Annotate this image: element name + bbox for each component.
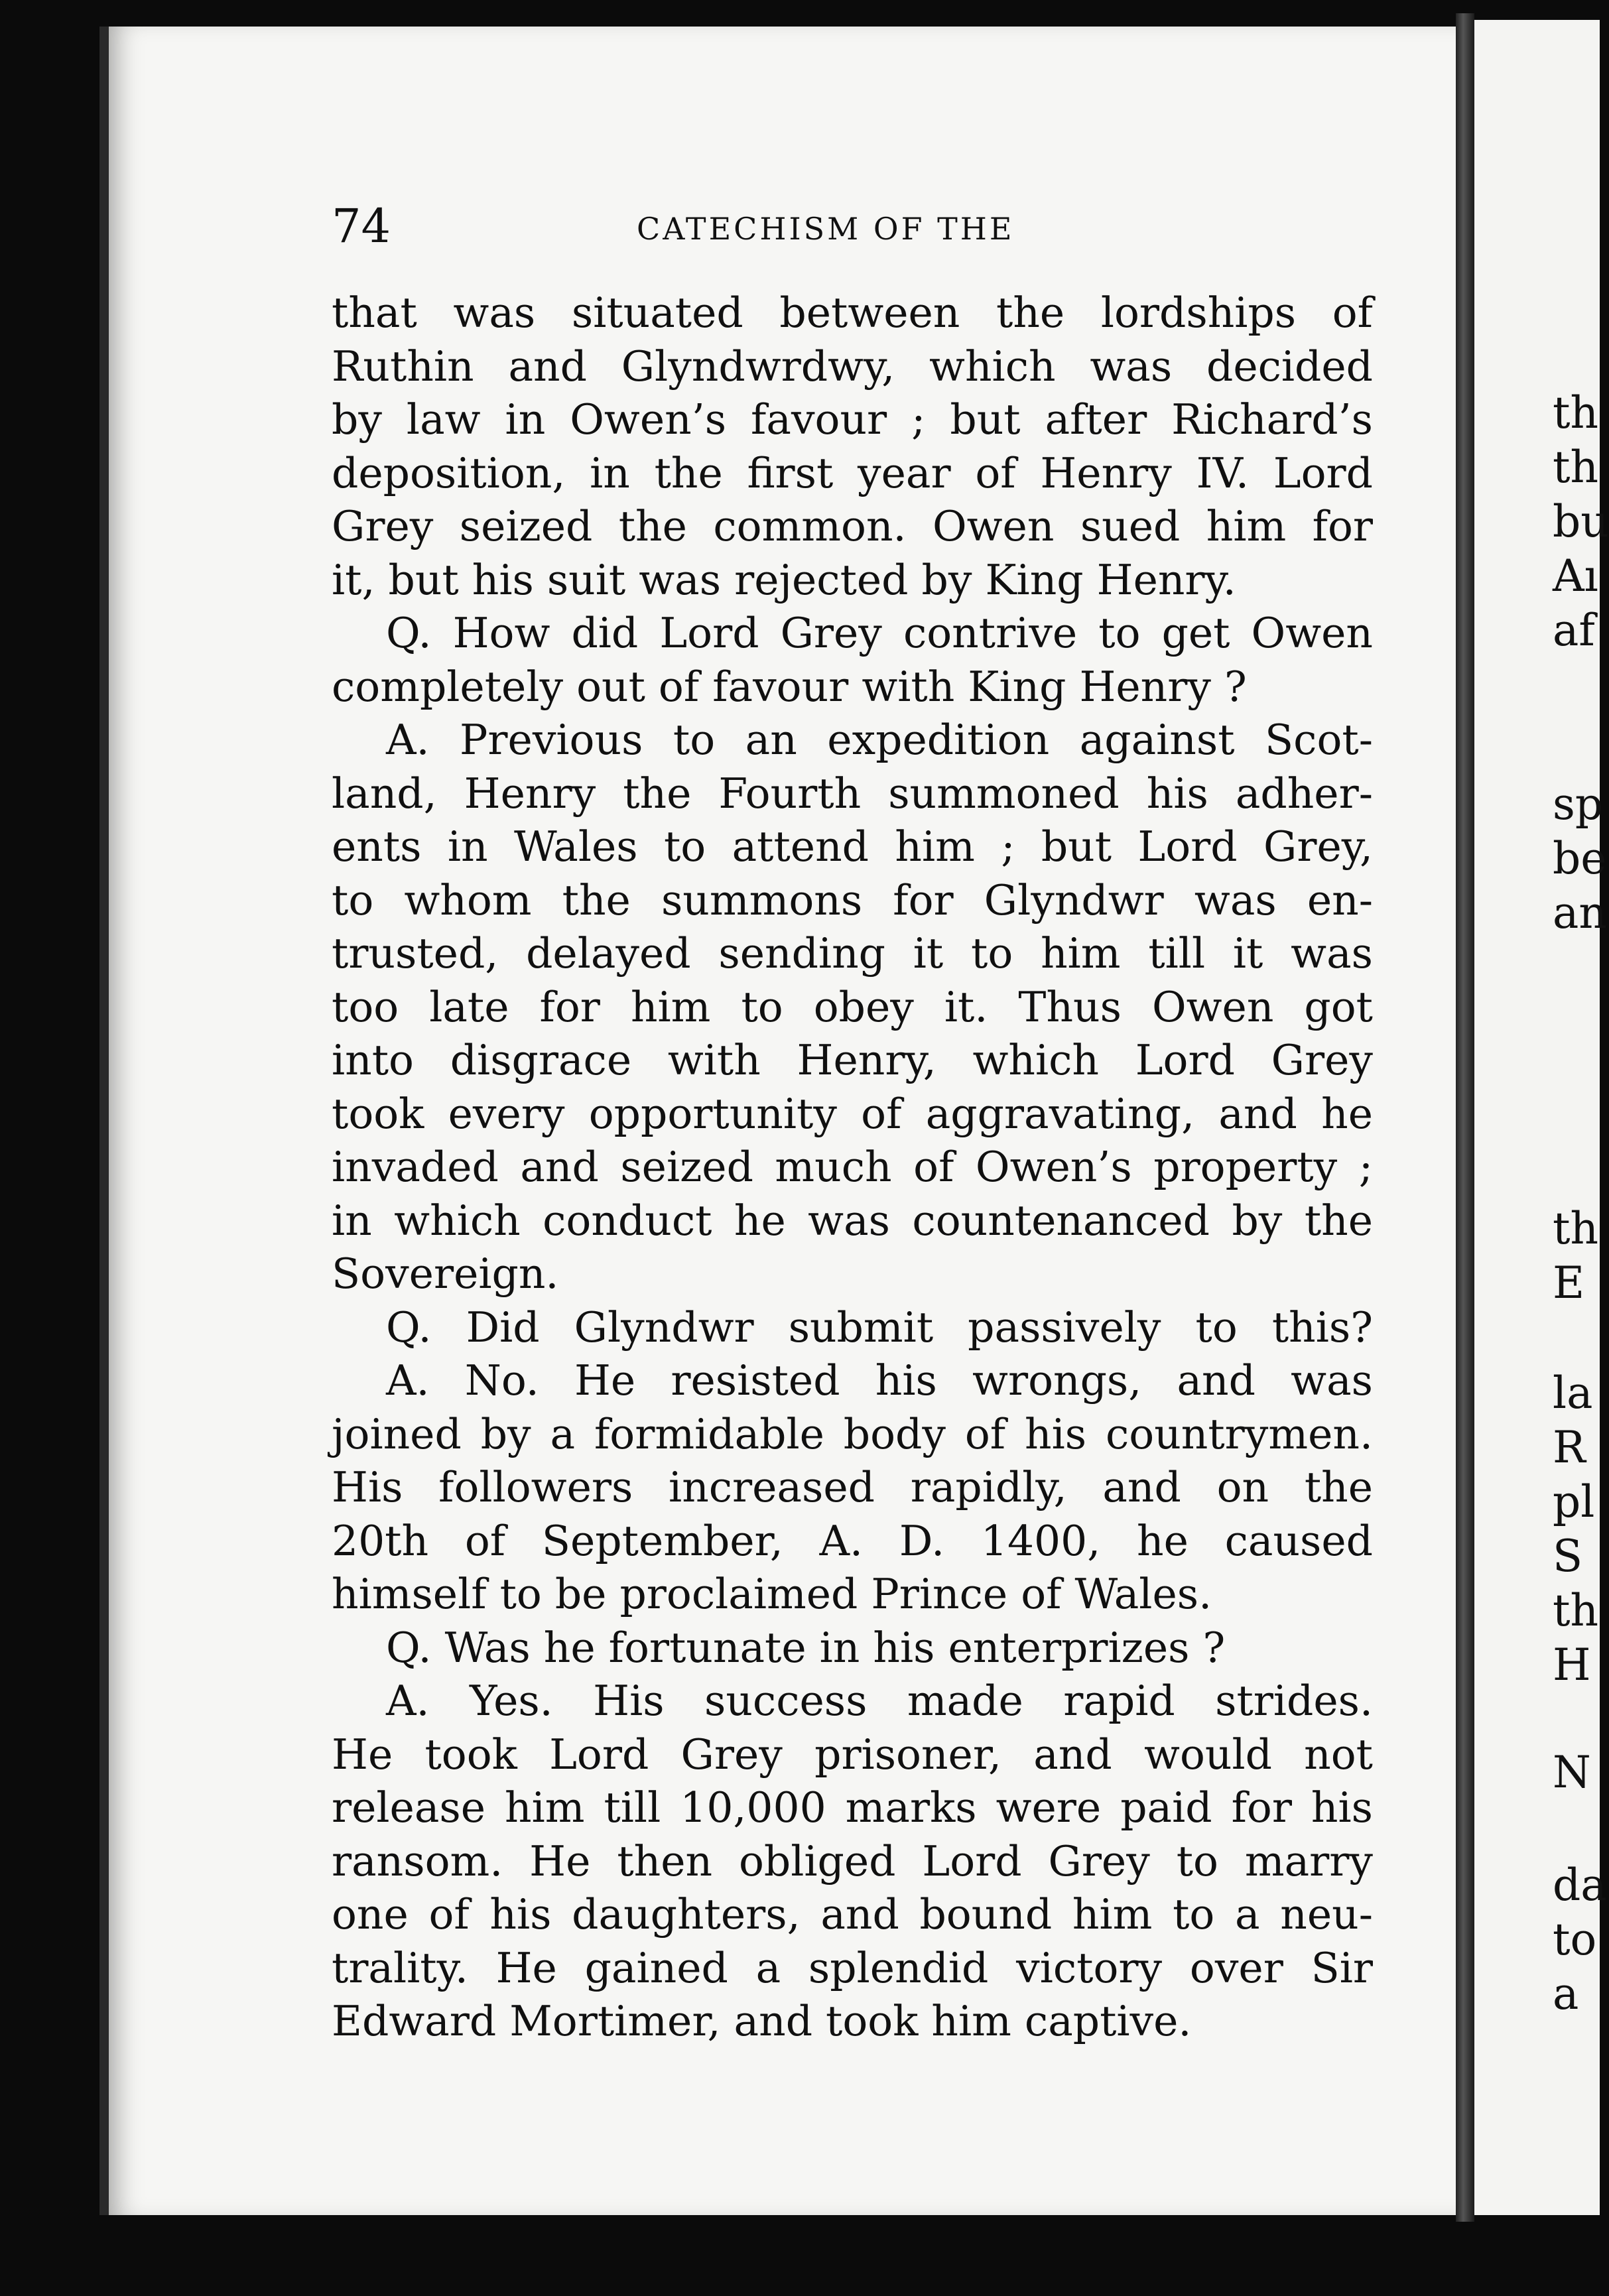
text-line: A. No. He resisted his wrongs, and was: [386, 1356, 1373, 1405]
facing-page-text: an: [1553, 887, 1607, 938]
text-line: Q. Was he fortunate in his enterprizes ?: [386, 1623, 1226, 1672]
facing-page-text: th: [1553, 442, 1599, 493]
text-line: completely out of favour with King Henry ?: [332, 662, 1247, 711]
facing-page-text: N: [1553, 1747, 1591, 1798]
text-line: release him till 10,000 marks were paid for his: [332, 1783, 1373, 1832]
text-line: joined by a formidable body of his countrymen.: [332, 1409, 1373, 1458]
text-line: Q. Did Glyndwr submit passively to this?: [386, 1303, 1373, 1352]
body-text: [332, 287, 1373, 2049]
facing-page-text: to: [1553, 1914, 1597, 1965]
text-line: He took Lord Grey prisoner, and would not: [332, 1730, 1373, 1779]
book-gutter: [1456, 13, 1474, 2222]
text-line: to whom the summons for Glyndwr was en-: [332, 875, 1373, 925]
facing-page-text: sp: [1553, 779, 1604, 830]
facing-page-text: la: [1553, 1368, 1593, 1419]
facing-page-text: th: [1553, 387, 1599, 438]
text-line: Q. How did Lord Grey contrive to get Owen: [386, 609, 1373, 657]
text-line: trality. He gained a splendid victory over Sir: [332, 1943, 1373, 1992]
facing-page-text: af: [1553, 605, 1595, 656]
text-line: land, Henry the Fourth summoned his adher-: [332, 769, 1373, 818]
facing-page-text: H: [1553, 1639, 1591, 1690]
facing-page-text: pl: [1553, 1476, 1595, 1527]
page-number: 74: [332, 199, 391, 253]
text-line: it, but his suit was rejected by King Henry.: [332, 555, 1236, 604]
facing-page-text: a: [1553, 1968, 1579, 2019]
text-line: Grey seized the common. Owen sued him for: [332, 502, 1373, 550]
text-line: His followers increased rapidly, and on the: [332, 1463, 1373, 1511]
text-line: into disgrace with Henry, which Lord Grey: [332, 1036, 1373, 1084]
facing-page-text: R: [1553, 1422, 1586, 1473]
text-line: A. Yes. His success made rapid strides.: [386, 1677, 1373, 1725]
text-line: too late for him to obey it. Thus Owen got: [332, 982, 1373, 1031]
facing-page-text: be: [1553, 833, 1607, 884]
facing-page-text: th: [1553, 1585, 1599, 1636]
page-header: [332, 199, 1373, 259]
text-line: Sovereign.: [332, 1249, 559, 1298]
facing-page-text: S: [1553, 1531, 1583, 1582]
facing-page-text: bu: [1553, 496, 1609, 547]
running-head: CATECHISM OF THE: [637, 211, 1015, 247]
text-line: ents in Wales to attend him ; but Lord Grey,: [332, 822, 1373, 871]
facing-page-text: th: [1553, 1203, 1599, 1254]
facing-page-text: da: [1553, 1860, 1607, 1911]
text-line: that was situated between the lordships of: [332, 288, 1373, 337]
text-line: Ruthin and Glyndwrdwy, which was decided: [332, 342, 1373, 391]
text-line: invaded and seized much of Owen’s property ;: [332, 1143, 1373, 1191]
text-line: himself to be proclaimed Prince of Wales.: [332, 1570, 1212, 1618]
text-line: 20th of September, A. D. 1400, he caused: [332, 1516, 1373, 1565]
text-line: by law in Owen’s favour ; but after Richard’s: [332, 395, 1373, 444]
text-line: deposition, in the first year of Henry IV. Lord: [332, 448, 1373, 497]
text-line: one of his daughters, and bound him to a neu-: [332, 1890, 1373, 1939]
text-line: Edward Mortimer, and took him captive.: [332, 1997, 1192, 2045]
facing-page-text: E: [1553, 1257, 1585, 1308]
text-line: trusted, delayed sending it to him till it was: [332, 929, 1373, 978]
text-line: took every opportunity of aggravating, and he: [332, 1089, 1373, 1138]
text-line: in which conduct he was countenanced by the: [332, 1196, 1373, 1245]
facing-page-fragment: [1474, 20, 1609, 2215]
text-line: ransom. He then obliged Lord Grey to marry: [332, 1836, 1373, 1885]
facing-page-text: Aı: [1553, 550, 1598, 602]
text-line: A. Previous to an expedition against Scot-: [386, 716, 1373, 764]
